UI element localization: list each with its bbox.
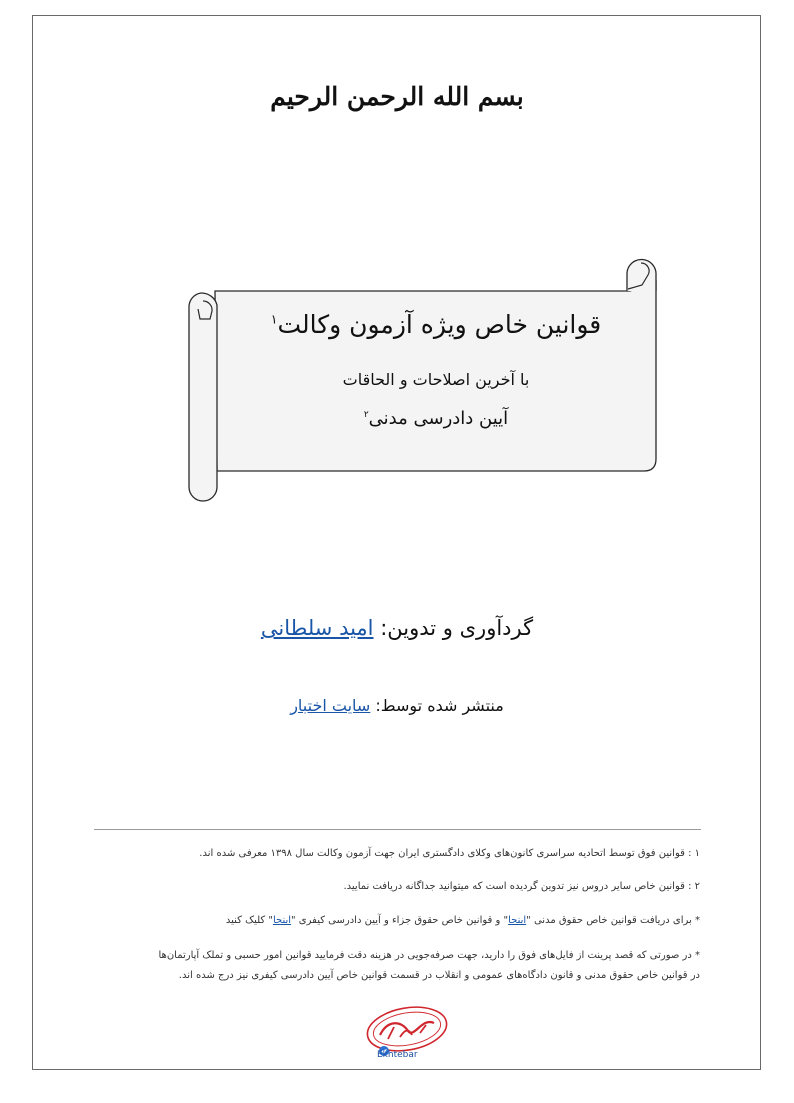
criminal-law-download-link[interactable]: اینجا: [272, 915, 292, 926]
download-note-prefix: * برای دریافت قوانین خاص حقوق مدنی ": [526, 915, 700, 926]
print-note-line-1: * در صورتی که قصد پرینت از فایل‌های فوق را دارید، جهت صرفه‌جویی در هزینه دقت فرمایید قوانین امور حسبی و تملک آپارتمان‌ها: [158, 950, 700, 961]
document-subtitle: با آخرین اصلاحات و الحاقات: [342, 370, 530, 389]
basmala-heading: بسم الله الرحمن الرحیم: [270, 82, 524, 111]
print-note-line-2: در قوانین خاص حقوق مدنی و قانون دادگاه‌های عمومی و انقلاب در قسمت قوانین خاص آیین دادرسی کیفری نیز درج شده اند.: [178, 970, 700, 981]
compiler-label: گردآوری و تدوین:: [380, 616, 534, 640]
title-text: قوانین خاص ویژه آزمون وکالت: [277, 310, 602, 339]
download-note-suffix: " کلیک کنید: [225, 915, 273, 926]
footnote-marker-2: ۲: [363, 410, 369, 420]
footnote-2: ۲ : قوانین خاص سایر دروس نیز تدوین گردیده است که میتوانید جداگانه دریافت نمایید.: [343, 881, 700, 892]
download-note: [80, 911, 700, 931]
civil-law-download-link[interactable]: اینجا: [508, 915, 527, 926]
download-note-middle: " و قوانین خاص حقوق جزاء و آیین دادرسی کیفری ": [291, 915, 509, 926]
publisher-line: [0, 696, 794, 715]
footnote-marker-1: ۱: [270, 311, 278, 327]
footnote-divider: [94, 829, 701, 830]
publisher-site-link[interactable]: سایت اختبار: [290, 696, 371, 715]
compiler-line: [0, 616, 794, 640]
logo-caption: Ekhtebar: [377, 1050, 418, 1060]
compiler-name-link[interactable]: امید سلطانی: [260, 616, 374, 640]
document-title: [218, 310, 654, 339]
print-note: [80, 946, 700, 986]
document-topic: [218, 408, 654, 429]
publisher-label: منتشر شده توسط:: [375, 696, 504, 715]
topic-text: آیین دادرسی مدنی: [368, 408, 509, 429]
footnote-1: ۱ : قوانین فوق توسط اتحادیه سراسری کانون‌های وکلای دادگستری ایران جهت آزمون وکالت سال ۱۳۹۸ معرفی شده اند.: [199, 848, 700, 859]
